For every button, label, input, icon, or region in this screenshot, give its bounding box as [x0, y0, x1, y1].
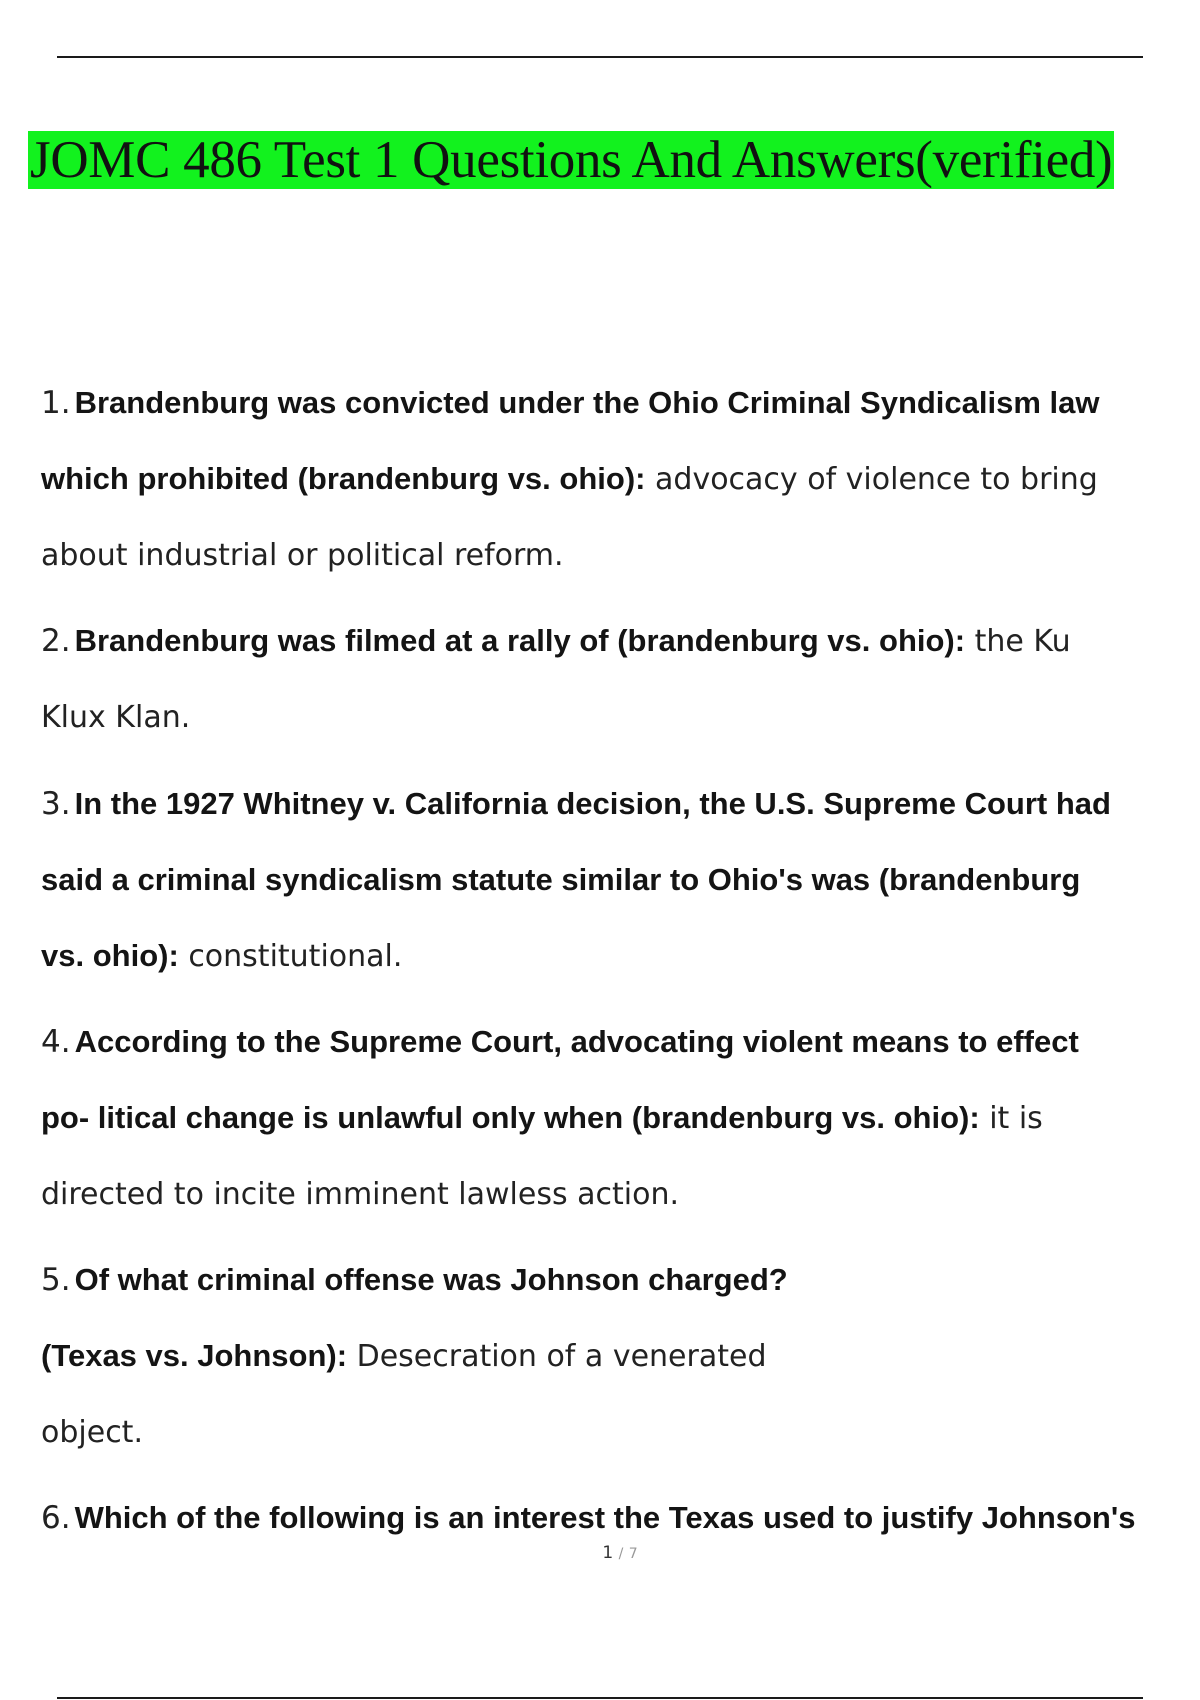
- answer-text: constitutional.: [178, 939, 403, 974]
- current-page: 1: [602, 1543, 614, 1563]
- question-text: vs. ohio):: [41, 938, 179, 973]
- item-number: 5.: [41, 1262, 71, 1298]
- item-number: 6.: [41, 1500, 71, 1536]
- item-number: 1.: [41, 385, 71, 421]
- page-separator: /: [618, 1546, 624, 1562]
- item-number: 3.: [41, 786, 71, 822]
- item-number: 4.: [41, 1024, 71, 1060]
- answer-text: Desecration of a venerated: [347, 1339, 767, 1374]
- answer-text: object.: [41, 1415, 143, 1450]
- top-rule: [57, 56, 1143, 58]
- answer-text: about industrial or political reform.: [41, 538, 564, 573]
- question-text: Brandenburg was filmed at a rally of (brandenburg vs. ohio):: [74, 623, 966, 658]
- question-text: According to the Supreme Court, advocating violent means to effect: [74, 1024, 1079, 1059]
- qa-item-1: [41, 365, 1176, 593]
- question-text: Brandenburg was convicted under the Ohio Criminal Syndicalism law: [74, 385, 1100, 420]
- document-title-block: [28, 131, 1114, 189]
- qa-item-3: [41, 766, 1176, 994]
- answer-text: directed to incite imminent lawless action.: [41, 1177, 680, 1212]
- document-title: JOMC 486 Test 1 Questions And Answers(verified): [30, 131, 1113, 189]
- question-text: po- litical change is unlawful only when (brandenburg vs. ohio):: [41, 1100, 980, 1135]
- question-text: In the 1927 Whitney v. California decision, the U.S. Supreme Court had: [74, 786, 1111, 821]
- total-pages: 7: [628, 1546, 638, 1562]
- answer-text: Klux Klan.: [41, 700, 191, 735]
- answer-text: advocacy of violence to bring: [645, 462, 1098, 497]
- qa-item-2: [41, 603, 1176, 755]
- answer-text: it is: [979, 1101, 1043, 1136]
- page-number: [0, 1543, 1200, 1563]
- qa-item-4: [41, 1004, 1176, 1232]
- question-text: which prohibited (brandenburg vs. ohio):: [41, 461, 646, 496]
- question-text: Of what criminal offense was Johnson charged?: [74, 1262, 788, 1297]
- answer-text: the Ku: [965, 624, 1071, 659]
- item-number: 2.: [41, 623, 71, 659]
- bottom-rule: [57, 1697, 1143, 1699]
- qa-item-5: [41, 1242, 1176, 1470]
- question-text: Which of the following is an interest the Texas used to justify Johnson's: [74, 1500, 1136, 1535]
- question-text: (Texas vs. Johnson):: [41, 1338, 348, 1373]
- question-text: said a criminal syndicalism statute similar to Ohio's was (brandenburg: [41, 862, 1081, 897]
